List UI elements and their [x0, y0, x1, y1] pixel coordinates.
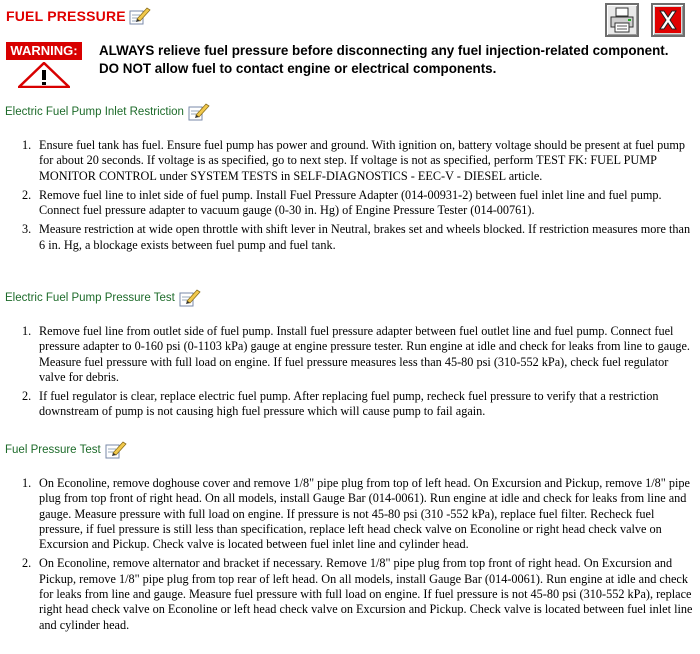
title-row	[6, 4, 151, 28]
edit-note-icon[interactable]	[188, 102, 210, 122]
edit-note-icon[interactable]	[129, 6, 151, 26]
list-item: 3. Measure restriction at wide open throttle with shift lever in Neutral, brakes set and wheels blocked. If restriction measures more than 6 in. Hg, a blockage exists between fuel pump and fuel tank.	[22, 222, 691, 252]
warning-label: WARNING:	[6, 42, 82, 60]
edit-note-icon[interactable]	[179, 288, 201, 308]
list-item: 2. Remove fuel line to inlet side of fuel pump. Install Fuel Pressure Adapter (014-00931-2) between fuel inlet line and fuel pump. Connect fuel pressure adapter to vacuum gauge (0-30 in. Hg) of Engine Pressure Tester (014-00761).	[22, 187, 662, 218]
section-title-pressure-test: Electric Fuel Pump Pressure Test	[5, 288, 201, 308]
steps-inlet-restriction	[22, 138, 694, 257]
list-item: 1. Remove fuel line from outlet side of fuel pump. Install fuel pressure adapter between fuel outlet line and fuel pump. Connect fuel pressure adapter to 0-160 psi (0-1103 kPa) gauge at engine pressure tester. Run engine at idle and check for leaks from line to gauge. Measure fuel pressure with full load on engine. If fuel pressure measures less than 45-80 psi (310-552 kPa), check fuel regulator valve for debris.	[22, 324, 690, 384]
section-title-inlet-restriction: Electric Fuel Pump Inlet Restriction	[5, 102, 210, 122]
warning-block	[6, 42, 696, 88]
close-button[interactable]	[651, 3, 685, 37]
steps-pressure-test	[22, 324, 694, 424]
list-item: 2. On Econoline, remove alternator and bracket if necessary. Remove 1/8" pipe plug from top front of right head. On Excursion and Pickup, remove 1/8" pipe plug from top rear of left head. On all models, install Gauge Bar (014-0061). Run engine at idle and check for leaks from line and gauge. Measure fuel pressure with full load on engine. If fuel pressure is not 45-80 psi (310-552 kPa), replace right head check valve on Econoline or left head check valve on Excursion and Pickup. Check valve is located between fuel inlet line and cylinder head.	[22, 556, 693, 632]
list-item: 1. Ensure fuel tank has fuel. Ensure fuel pump has power and ground. With ignition on, battery voltage should be present at fuel pump for about 20 seconds. If voltage is as specified, go to next step. If voltage is not as specified, perform TEST FK: FUEL PUMP MONITOR CONTROL under SYSTEM TESTS in SELF-DIAGNOSTICS - EEC-V - DIESEL article.	[22, 138, 685, 183]
close-x-icon	[653, 5, 683, 35]
warning-triangle-icon	[18, 62, 70, 88]
page-title: FUEL PRESSURE	[6, 8, 126, 24]
warning-text: ALWAYS relieve fuel pressure before disconnecting any fuel injection-related component. DO NOT allow fuel to contact engine or electrical components.	[99, 43, 669, 76]
printer-icon	[607, 5, 637, 35]
section-title-fuel-pressure-test: Fuel Pressure Test	[5, 440, 127, 460]
list-item: 1. On Econoline, remove doghouse cover and remove 1/8" pipe plug from top of left head. On Excursion and Pickup, remove 1/8" pipe plug from top front of right head. On all models, install Gauge Bar (014-0061). Run engine at idle and check for leaks from line and gauge. Measure pressure with full load on engine. If pressure is not 45-80 psi (310 -552 kPa), replace fuel filter. Recheck fuel pressure, if fuel pressure is still less than specification, replace left head check valve on Econoline or right head check valve on Excursion and Pickup. Check valve is located between fuel inlet line and cylinder head.	[22, 476, 690, 552]
steps-fuel-pressure-test	[22, 476, 694, 637]
print-button[interactable]	[605, 3, 639, 37]
list-item: 2. If fuel regulator is clear, replace electric fuel pump. After replacing fuel pump, recheck fuel pressure to verify that a restriction downstream of pump is not causing high fuel pressure which will cause pump to fail again.	[22, 389, 659, 419]
edit-note-icon[interactable]	[105, 440, 127, 460]
